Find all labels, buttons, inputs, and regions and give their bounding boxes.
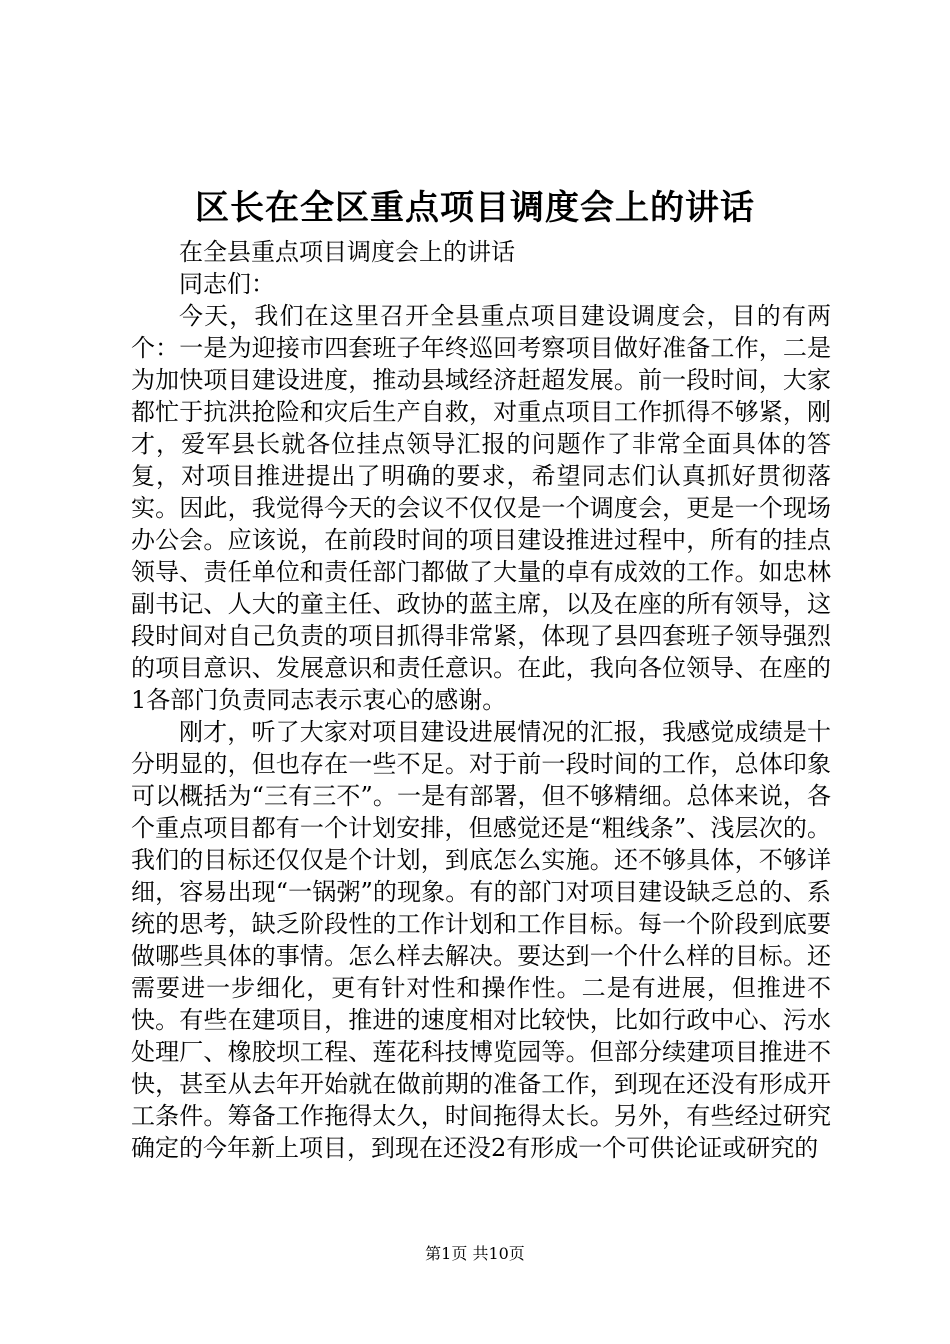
- document-body: [131, 236, 831, 1164]
- body-paragraph: 今天，我们在这里召开全县重点项目建设调度会，目的有两个：一是为迎接市四套班子年终巡回考察项目做好准备工作，二是为加快项目建设进度，推动县域经济赶超发展。前一段时间，大家都忙于抗洪抢险和灾后生产自救，对重点项目工作抓得不够紧，刚才，爱军县长就各位挂点领导汇报的问题作了非常全面具体的答复，对项目推进提出了明确的要求，希望同志们认真抓好贯彻落实。因此，我觉得今天的会议不仅仅是一个调度会，更是一个现场办公会。应该说，在前段时间的项目建设推进过程中，所有的挂点领导、责任单位和责任部门都做了大量的卓有成效的工作。如忠林副书记、人大的童主任、政协的蓝主席，以及在座的所有领导，这段时间对自己负责的项目抓得非常紧，体现了县四套班子领导强烈的项目意识、发展意识和责任意识。在此，我向各位领导、在座的1各部门负责同志表示衷心的感谢。: [131, 302, 831, 714]
- body-paragraph: 刚才，听了大家对项目建设进展情况的汇报，我感觉成绩是十分明显的，但也存在一些不足。对于前一段时间的工作，总体印象可以概括为“三有三不”。一是有部署，但不够精细。总体来说，各个重点项目都有一个计划安排，但感觉还是“粗线条”、浅层次的。我们的目标还仅仅是个计划，到底怎么实施。还不够具体，不够详细，容易出现“一锅粥”的现象。有的部门对项目建设缺乏总的、系统的思考，缺乏阶段性的工作计划和工作目标。每一个阶段到底要做哪些具体的事情。怎么样去解决。要达到一个什么样的目标。还需要进一步细化，更有针对性和操作性。二是有进展，但推进不快。有些在建项目，推进的速度相对比较快，比如行政中心、污水处理厂、橡胶坝工程、莲花科技博览园等。但部分续建项目推进不快，甚至从去年开始就在做前期的准备工作，到现在还没有形成开工条件。筹备工作拖得太久，时间拖得太长。另外，有些经过研究确定的今年新上项目，到现在还没2有形成一个可供论证或研究的: [131, 718, 831, 1162]
- subtitle-paragraph: 在全县重点项目调度会上的讲话: [179, 238, 515, 266]
- document-title: 区长在全区重点项目调度会上的讲话: [195, 188, 755, 228]
- page-number-footer: 第1页 共10页: [425, 1244, 525, 1263]
- salutation-paragraph: 同志们：: [179, 270, 275, 298]
